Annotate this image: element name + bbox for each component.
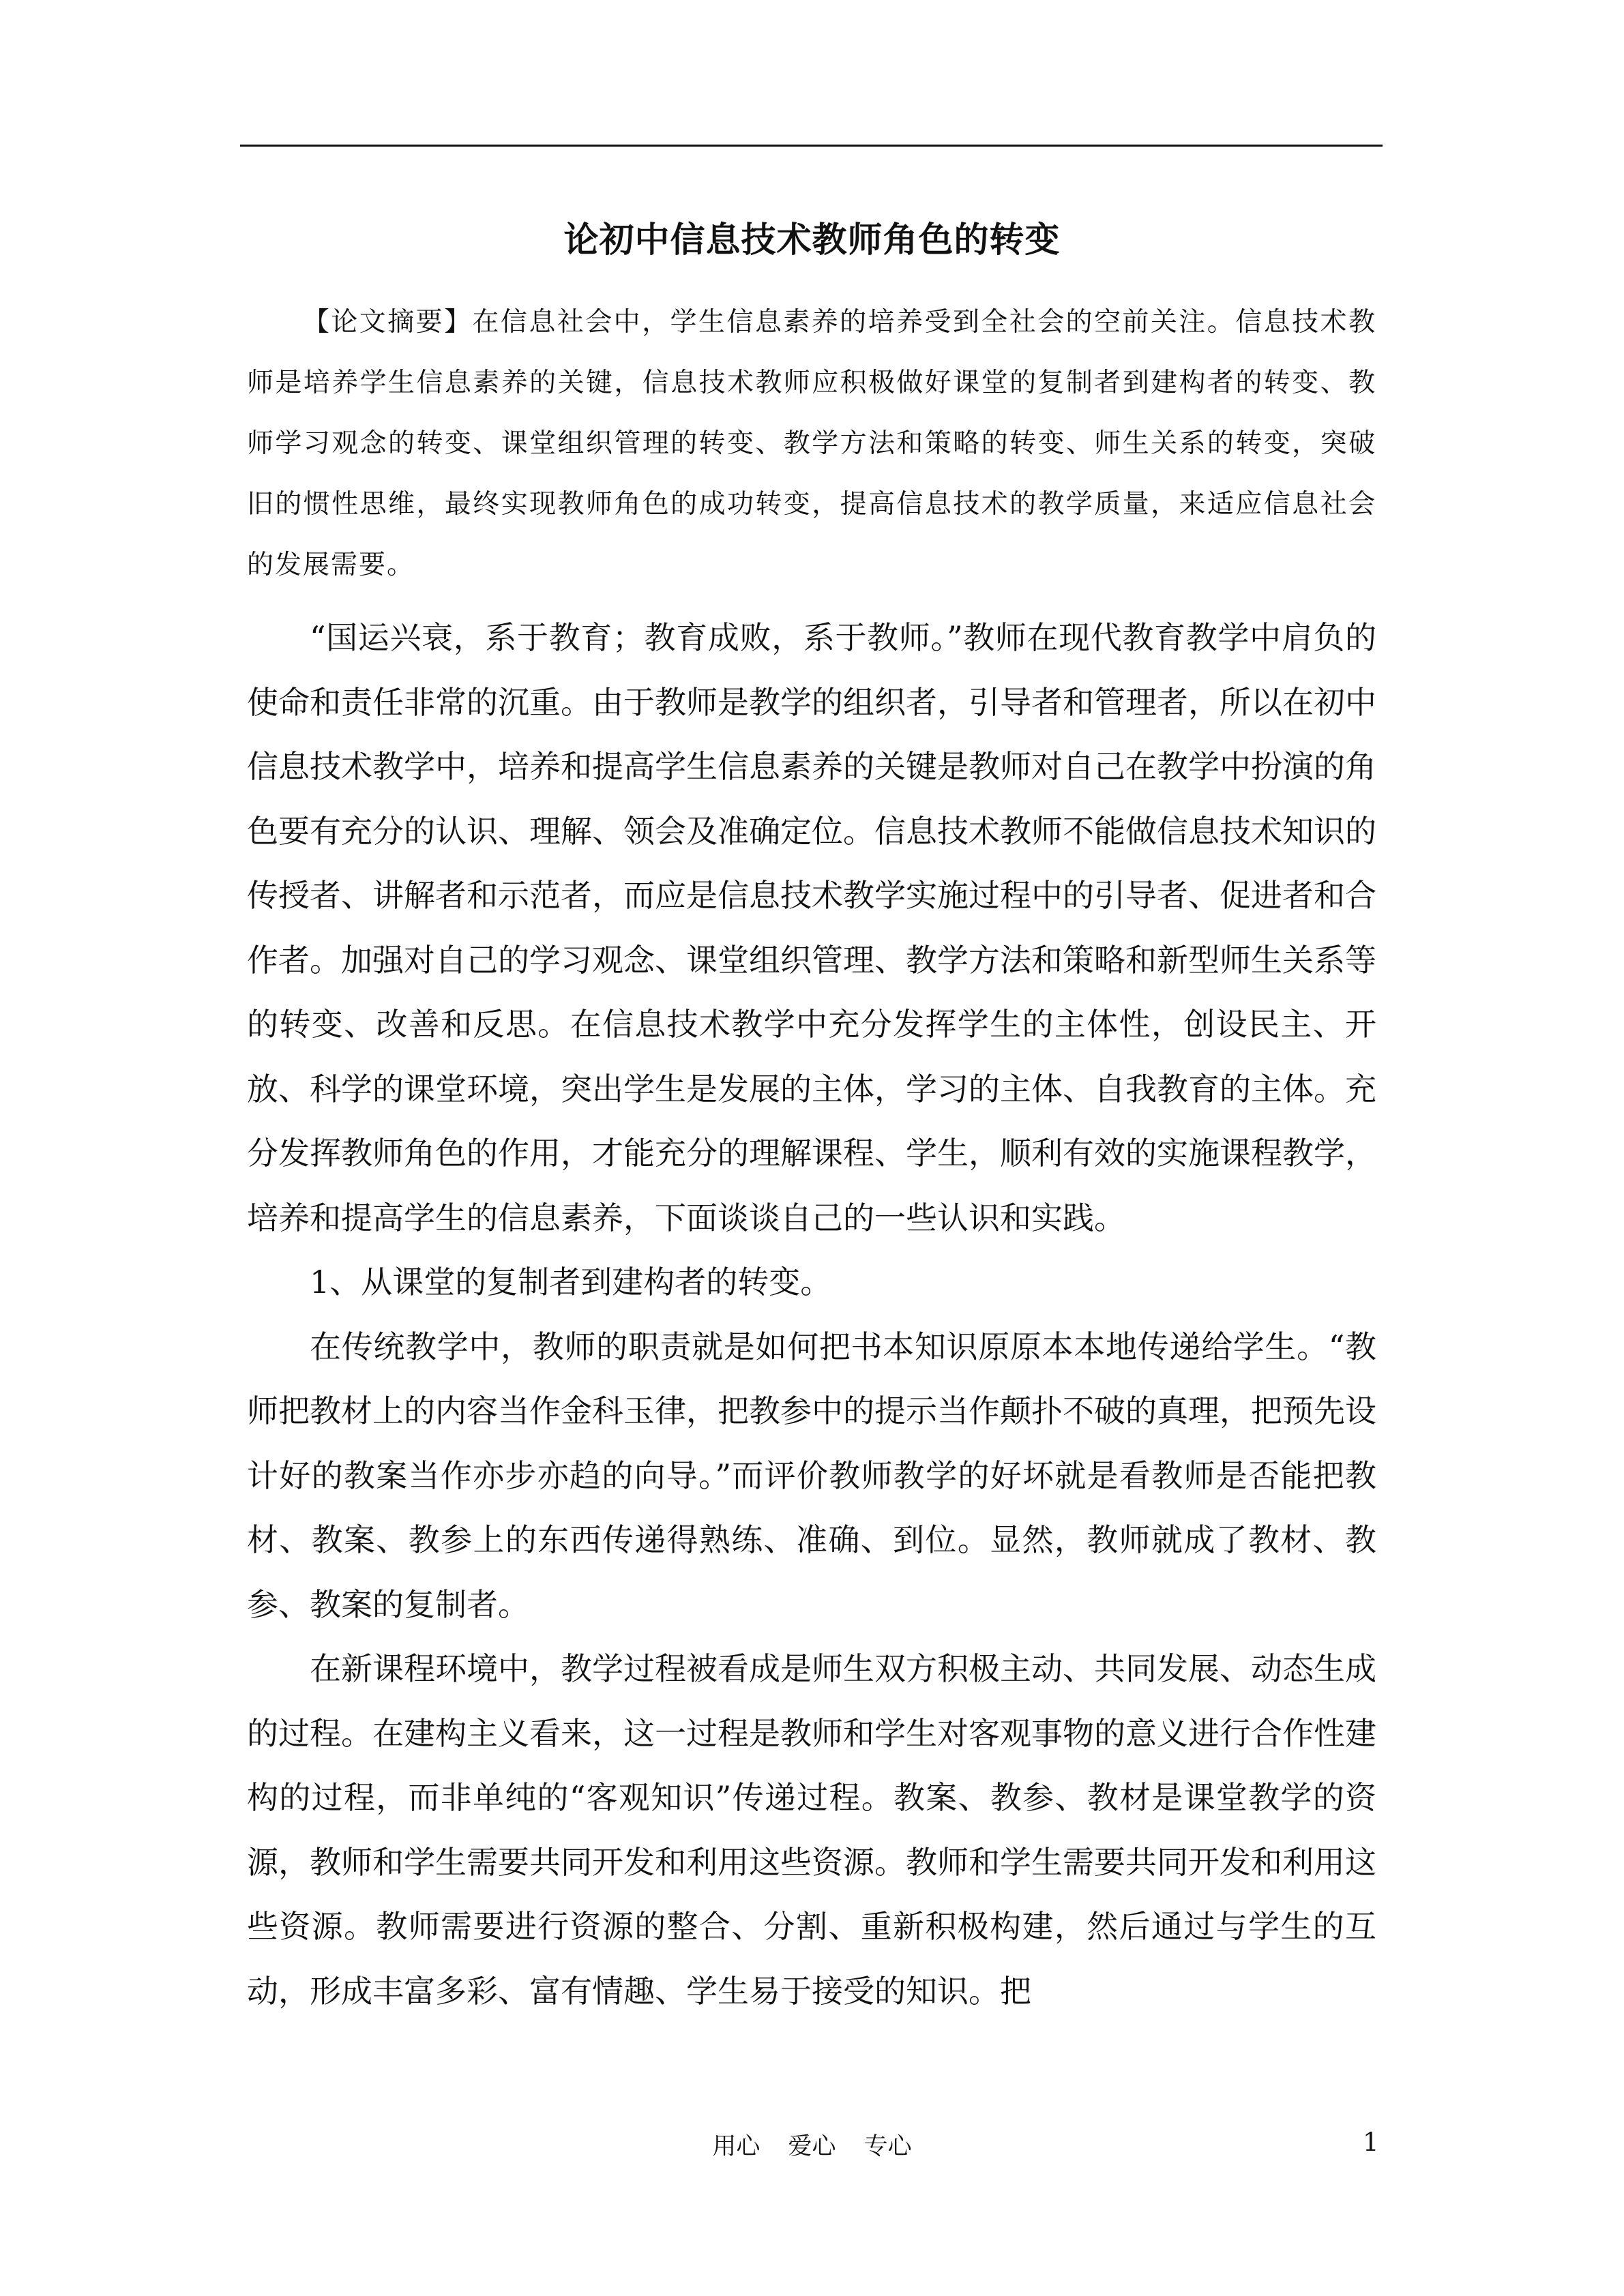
paragraph: 在新课程环境中，教学过程被看成是师生双方积极主动、共同发展、动态生成的过程。在建构主义看来，这一过程是教师和学生对客观事物的意义进行合作性建构的过程，而非单纯的“客观知识”传递过程。教案、教参、教材是课堂教学的资源，教师和学生需要共同开发和利用这些资源。教师和学生需要共同开发和利用这些资源。教师需要进行资源的整合、分割、重新积极构建，然后通过与学生的互动，形成丰富多彩、富有情趣、学生易于接受的知识。把 [247, 1650, 1376, 2010]
page-number: 1 [1363, 2128, 1379, 2157]
page-footer: 用心 爱心 专心 [712, 2133, 912, 2160]
header-rule [240, 145, 1383, 147]
abstract: 【论文摘要】在信息社会中，学生信息素养的培养受到全社会的空前关注。信息技术教师是培养学生信息素养的关键，信息技术教师应积极做好课堂的复制者到建构者的转变、教师学习观念的转变、课堂组织管理的转变、教学方法和策略的转变、师生关系的转变，突破旧的惯性思维，最终实现教师角色的成功转变，提高信息技术的教学质量，来适应信息社会的发展需要。 [247, 307, 1376, 580]
paragraph: “国运兴衰，系于教育；教育成败，系于教师。”教师在现代教育教学中肩负的使命和责任非常的沉重。由于教师是教学的组织者，引导者和管理者，所以在初中信息技术教学中，培养和提高学生信息素养的关键是教师对自己在教学中扮演的角色要有充分的认识、理解、领会及准确定位。信息技术教师不能做信息技术知识的传授者、讲解者和示范者，而应是信息技术教学实施过程中的引导者、促进者和合作者。加强对自己的学习观念、课堂组织管理、教学方法和策略和新型师生关系等的转变、改善和反思。在信息技术教学中充分发挥学生的主体性，创设民主、开放、科学的课堂环境，突出学生是发展的主体，学习的主体、自我教育的主体。充分发挥教师角色的作用，才能充分的理解课程、学生，顺利有效的实施课程教学，培养和提高学生的信息素养，下面谈谈自己的一些认识和实践。 [247, 619, 1376, 1236]
section-heading: 1、从课堂的复制者到建构者的转变。 [310, 1264, 832, 1300]
document-body [247, 606, 1376, 2023]
paragraph: 在传统教学中，教师的职责就是如何把书本知识原原本本地传递给学生。“教师把教材上的内容当作金科玉律，把教参中的提示当作颠扑不破的真理，把预先设计好的教案当作亦步亦趋的向导。”而评价教师教学的好坏就是看教师是否能把教材、教案、教参上的东西传递得熟练、准确、到位。显然，教师就成了教材、教参、教案的复制者。 [247, 1328, 1376, 1623]
document-title: 论初中信息技术教师角色的转变 [563, 220, 1061, 260]
